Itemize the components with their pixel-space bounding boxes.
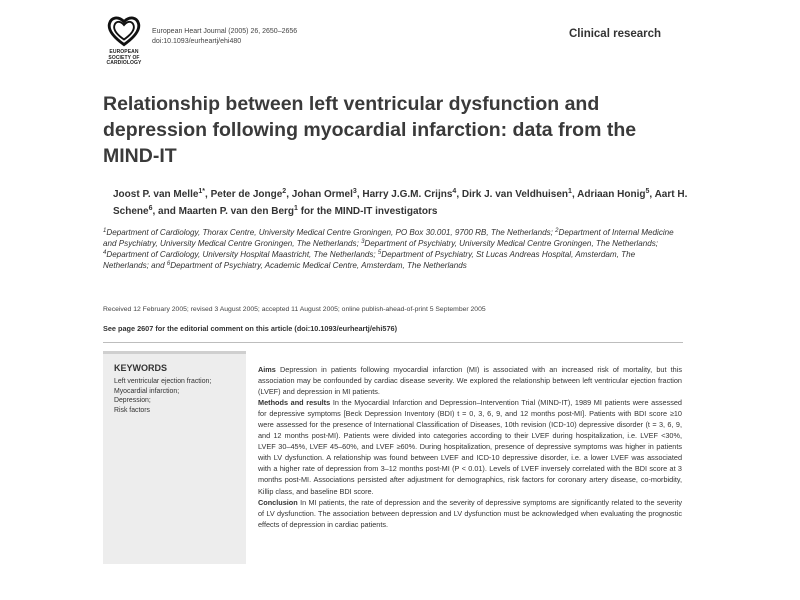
author-affiliation-marker: 1 (568, 188, 572, 195)
affiliation-text: Department of Psychiatry, University Medical Centre Groningen, The Netherlands; (364, 239, 659, 248)
author-affiliation-marker: 4 (452, 188, 457, 195)
abstract-aims (258, 364, 682, 397)
author-name: Adriaan Honig (577, 189, 646, 200)
affiliation-number: 5 (377, 250, 382, 256)
author-name: Maarten P. van den Berg (178, 206, 295, 217)
keyword-item: Myocardial infarction; (114, 387, 180, 395)
affiliation-text: Department of Cardiology, Thorax Centre, University Medical Centre Groningen, PO Box 30.001, 9700 RB, The Netherlands; (106, 228, 553, 237)
keyword-item: Depression; (114, 397, 151, 405)
section-divider (103, 342, 683, 343)
keywords-list (114, 377, 242, 415)
author-list: Joost P. van Melle$^{1*}$, Peter de Jonge$^2$, Johan Ormel$^3$, Harry J.G.M. Crijns$^4$, Dirk J. van Veldhuisen$^1$, Adriaan Honig$^5$, Aart H. Schene$^6$, and Maarten P. van den Berg$^1$ for the MIND-IT investigators (113, 188, 688, 217)
author-name: Johan Ormel (291, 189, 353, 200)
author-name: Joost P. van Melle (113, 189, 199, 200)
affiliation-number: 6 (166, 261, 171, 267)
article-title: Relationship between left ventricular dysfunction and depression following myocardial infarction: data from the MIND-IT (103, 93, 637, 167)
affiliation-number: 2 (555, 228, 559, 234)
heart-logo-icon (107, 14, 141, 48)
abstract-methods-label: Methods and results (258, 398, 331, 408)
affiliation-number: 3 (361, 239, 365, 245)
keyword-item: Left ventricular ejection fraction; (114, 378, 212, 385)
author-name: Dirk J. van Veldhuisen (461, 189, 569, 200)
author-group: for the MIND-IT investigators (300, 206, 438, 217)
affiliation-text: Department of Psychiatry, Academic Medical Centre, Amsterdam, The Netherlands (170, 261, 467, 270)
abstract-conclusion-label: Conclusion (258, 497, 298, 507)
affiliation-number: 1 (103, 228, 107, 234)
author-name: Harry J.G.M. Crijns (362, 189, 453, 200)
author-affiliation-marker: 6 (148, 205, 153, 212)
journal-info (152, 27, 297, 47)
abstract-conclusion (258, 497, 682, 530)
journal-citation: European Heart Journal (2005) 26, 2650–2656 (152, 28, 298, 35)
abstract-methods (258, 397, 682, 496)
abstract-conclusion-text: In MI patients, the rate of depression and the severity of depressive symptoms are significantly related to the severity of LV dysfunction. The association between depression and LV dysfunction must be acknowledged when evaluating the prognostic effects of depression in cardiac patients. (258, 497, 683, 529)
society-line: CARDIOLOGY (106, 60, 142, 67)
submission-history: Received 12 February 2005; revised 3 August 2005; accepted 11 August 2005; online publish-ahead-of-print 5 September 2005 (103, 306, 486, 313)
author-name: Aart H. Schene (113, 189, 688, 217)
keywords-heading: KEYWORDS (114, 363, 168, 373)
journal-doi: doi:10.1093/eurheartj/ehi480 (152, 38, 242, 45)
affiliation-text: Department of Internal Medicine and Psychiatry, University Medical Centre Groningen, The Netherlands; (103, 228, 674, 248)
journal-logo (98, 14, 150, 76)
author-affiliation-marker: 5 (645, 188, 650, 195)
author-name: Peter de Jonge (210, 189, 283, 200)
affiliation-number: 4 (103, 250, 107, 256)
society-line: SOCIETY OF (108, 54, 140, 61)
abstract-aims-text: Depression in patients following myocardial infarction (MI) is associated with an increased risk of mortality, but this association may be confounded by cardiac disease severity. We explored the relationship between left ventricular ejection fraction (LVEF) and depression in MI patients. (258, 365, 682, 397)
society-line: EUROPEAN (109, 49, 139, 55)
section-label: Clinical research (569, 28, 662, 40)
abstract-methods-text: In the Myocardial Infarction and Depression–Intervention Trial (MIND-IT), 1989 MI patients were assessed for depressive symptoms [Beck Depression Inventory (BDI) t = 0, 3, 6, 9, and 12 months post-MI]. Patients with BDI score ≥10 were assessed for the presence of International Classification of Diseases, 10th revision (ICD-10) depressive disorder (t = 3, 6, 9, and 12 months post-MI). Patients were divided into categories according to their LVEF during hospitalization, i.e. LVEF <30%, LVEF 30–45%, LVEF 45–60%, and LVEF ≥60%. During hospitalization, presence of depressive symptoms was higher in patients with LV dysfunction. A relationship was found between LVEF and ICD-10 depressive disorder, i.e. a lower LVEF was associated with a higher rate of depression from 3–12 months post-MI (P < 0.01). Levels of LVEF inversely correlated with the BDI score at 3 months post-MI. Associations persisted after adjustment for demographics, risk factors for coronary artery disease, co-morbidity, Killip class, and baseline BDI score. (258, 398, 682, 496)
author-affiliation-marker: 1 (294, 205, 298, 212)
keywords-box (103, 351, 246, 564)
abstract-aims-label: Aims (258, 365, 276, 374)
editorial-note: See page 2607 for the editorial comment on this article (doi:10.1093/eurheartj/ehi576) (103, 324, 398, 333)
society-name (98, 50, 150, 67)
affiliation-list (103, 227, 683, 271)
author-affiliation-marker: 1* (198, 188, 206, 195)
author-affiliation-marker: 3 (352, 188, 357, 195)
affiliation-text: Department of Psychiatry, St Lucas Andreas Hospital, Amsterdam, The Netherlands; and (103, 250, 636, 270)
affiliation-text: Department of Cardiology, University Hospital Maastricht, The Netherlands; (106, 250, 376, 259)
author-affiliation-marker: 2 (282, 188, 287, 195)
keyword-item: Risk factors (114, 406, 150, 414)
abstract (258, 364, 682, 530)
